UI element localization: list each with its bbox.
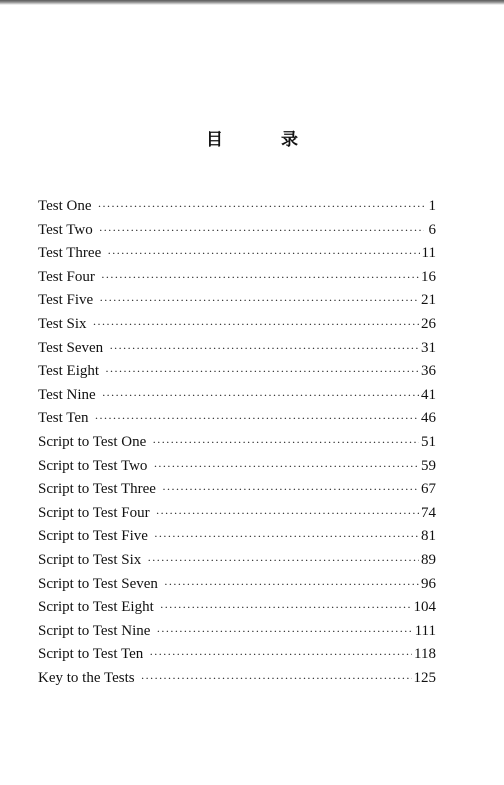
page-title: 目 录 [206,130,324,150]
dot-leader [101,266,419,290]
toc-entry-script-to-test-eight[interactable] [38,596,436,620]
dot-leader [98,195,424,219]
toc-entry-test-eight[interactable] [38,360,436,384]
toc-entry-script-to-test-five[interactable] [38,525,436,549]
dot-leader [141,667,412,691]
toc-entry-label: Script to Test Four [38,504,150,521]
toc-entry-label: Script to Test Three [38,481,156,498]
toc-entry-script-to-test-nine[interactable] [38,620,436,644]
toc-entry-page-number: 125 [413,669,436,686]
toc-entry-page-number: 89 [421,551,436,568]
dot-leader [152,431,419,455]
toc-entry-page-number: 59 [421,457,436,474]
toc-entry-script-to-test-four[interactable] [38,502,436,526]
toc-entry-script-to-test-ten[interactable] [38,643,436,667]
toc-entry-page-number: 31 [421,339,436,356]
toc-entry-test-five[interactable] [38,289,436,313]
toc-entry-script-to-test-seven[interactable] [38,573,436,597]
toc-entry-page-number: 1 [428,198,436,214]
toc-entry-script-to-test-one[interactable] [38,431,436,455]
toc-entry-label: Script to Test Seven [38,575,158,592]
toc-entry-label: Test Three [38,245,102,262]
toc-entry-page-number: 21 [421,292,436,309]
dot-leader [99,289,419,313]
toc-entry-label: Test Two [38,221,93,238]
toc-entry-test-two[interactable] [38,219,436,243]
dot-leader [149,643,412,667]
dot-leader [147,549,419,573]
toc-entry-label: Script to Test Two [38,457,148,474]
toc-entry-page-number: 96 [421,575,436,592]
dot-leader [160,596,412,620]
dot-leader [156,620,412,644]
dot-leader [153,455,419,479]
toc-entry-script-to-test-six[interactable] [38,549,436,573]
toc-entry-script-to-test-two[interactable] [38,455,436,479]
toc-entry-page-number: 36 [421,363,436,380]
page-top-edge [0,0,504,5]
toc-entry-page-number: 11 [421,245,436,262]
toc-entry-label: Key to the Tests [38,669,135,686]
dot-leader [162,478,419,502]
dot-leader [156,502,419,526]
toc-entry-page-number: 104 [413,599,436,616]
dot-leader [164,573,419,597]
toc-entry-label: Test One [38,198,92,214]
toc-entry-page-number: 111 [414,622,436,639]
toc-entry-label: Script to Test Nine [38,622,151,639]
toc-entry-label: Test Nine [38,386,96,403]
toc-entry-page-number: 26 [421,315,436,332]
dot-leader [109,337,419,361]
toc-entry-label: Test Seven [38,339,104,356]
toc-entry-label: Test Five [38,292,94,309]
toc-entry-label: Script to Test Eight [38,599,154,616]
toc-entry-page-number: 67 [421,481,436,498]
toc-entry-page-number: 51 [421,433,436,450]
toc-entry-label: Script to Test Six [38,551,142,568]
dot-leader [107,242,419,266]
dot-leader [154,525,419,549]
toc-entry-label: Script to Test Ten [38,646,144,663]
toc-entry-page-number: 81 [421,528,436,545]
toc-entry-label: Test Six [38,315,87,332]
toc-entry-label: Test Eight [38,363,100,380]
toc-entry-label: Script to Test One [38,433,147,450]
toc-entry-label: Test Ten [38,410,89,427]
toc-entry-test-three[interactable] [38,242,436,266]
toc-entry-test-four[interactable] [38,266,436,290]
toc-entry-page-number: 6 [428,221,436,238]
toc-entry-page-number: 41 [421,386,436,403]
dot-leader [105,360,419,384]
toc-entry-test-six[interactable] [38,313,436,337]
toc-entry-label: Test Four [38,268,95,285]
toc-entry-label: Script to Test Five [38,528,148,545]
toc-entry-page-number: 74 [421,504,436,521]
toc-entry-test-nine[interactable] [38,384,436,408]
dot-leader [102,384,419,408]
dot-leader [99,219,424,243]
toc-entry-page-number: 118 [414,646,436,663]
toc-entry-page-number: 46 [421,410,436,427]
toc-entry-script-to-test-three[interactable] [38,478,436,502]
dot-leader [95,407,419,431]
toc-entry-test-seven[interactable] [38,337,436,361]
toc-entry-test-ten[interactable] [38,407,436,431]
toc-entry-page-number: 16 [421,268,436,285]
dot-leader [93,313,419,337]
table-of-contents [38,195,436,690]
toc-entry-key-to-the-tests[interactable] [38,667,436,691]
toc-entry-test-one[interactable] [38,195,436,219]
